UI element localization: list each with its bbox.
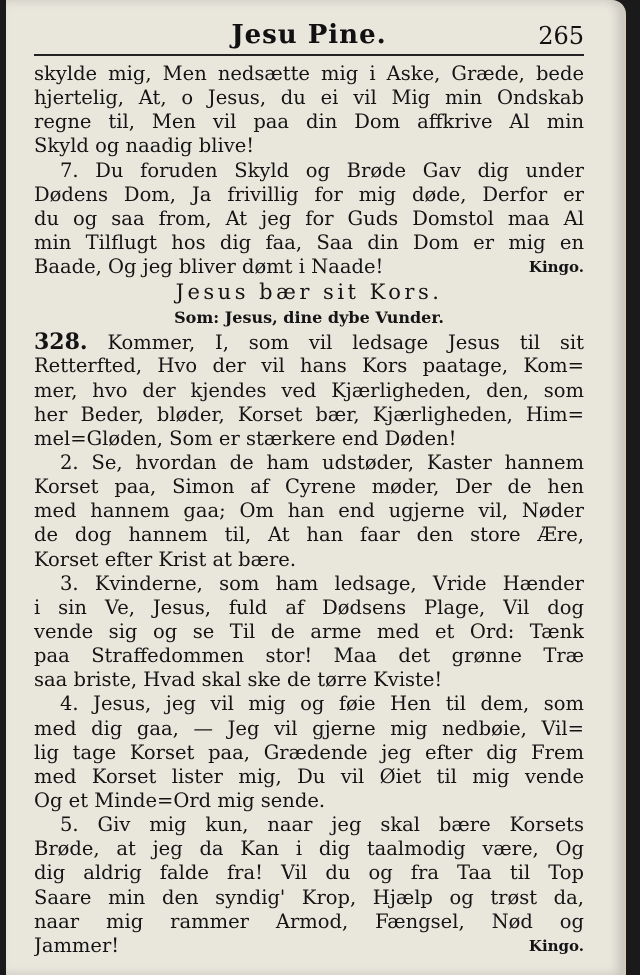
hymn-number: 328. [34,330,88,355]
hymn-title: Jesus bær sit Kors. [175,280,443,305]
text-line: i sin Ve, Jesus, fuld af Dødsens Plage, Vil dog [34,595,584,619]
text-line: min Tilflugt hos dig faa, Saa din Dom er mig en [34,230,584,254]
text-line: Korset paa, Simon af Cyrene møder, Der de hen [34,475,584,499]
verse-start-line: 2. Se, hvordan de ham udstøder, Kaster hannem [60,450,584,474]
text-line: Dødens Dom, Ja frivillig for mig døde, Derfor er [34,182,584,206]
text-line: Retterfted, Hvo der vil hans Kors paatage, Kom= [34,354,584,378]
text-line: mer, hvo der kjendes ved Kjærligheden, den, som [34,378,584,402]
page-number: 265 [538,22,584,50]
page-header [34,20,584,56]
hymn-melody: Som: Jesus, dine dybe Vunder. [174,308,444,328]
running-title: Jesu Pine. [231,20,387,50]
text-line: paa Straffedommen stor! Maa det grønne Træ [34,644,584,668]
text-line: med dig gaa, — Jeg vil gjerne mig nedbøie, Vil= [34,716,584,740]
text-line: lig tage Korset paa, Grædende jeg efter dig Frem [34,740,584,764]
text-line-with-author [34,255,584,279]
text-line: mel=Gløden, Som er stærkere end Døden! [34,426,457,450]
verse-start-line: 5. Giv mig kun, naar jeg skal bære Korsets [60,813,584,837]
text-fragment: Kommer, I, som vil ledsage Jesus til sit [107,331,584,355]
text-line-with-author [34,934,584,958]
page-body [34,62,584,958]
text-line: Saare min den syndig' Krop, Hjælp og trøst da, [34,885,584,909]
text-line: med hannem gaa; Om han end ugjerne vil, Nøder [34,499,584,523]
text-line: naar mig rammer Armod, Fængsel, Nød og [34,909,584,933]
verse-start-line: 4. Jesus, jeg vil mig og føie Hen til dem, som [60,692,584,716]
text-line: med Korset lister mig, Du vil Øiet til mig vende [34,764,584,788]
text-line: regne til, Men vil paa din Dom affkrive Al min [34,110,584,134]
text-line: skylde mig, Men nedsætte mig i Aske, Græde, bede [34,62,584,85]
hymn-author: Kingo. [528,258,584,277]
hymn-first-line [34,330,584,354]
text-line: Og et Minde=Ord mig sende. [34,788,326,812]
text-line: Brøde, at jeg da Kan i dig taalmodig være, Og [34,837,584,861]
text-line: vende sig og se Til de arme med et Ord: Tænk [34,619,584,643]
text-fragment: Jammer! [34,933,120,957]
text-line: saa briste, Hvad skal ske de tørre Kviste! [34,668,443,692]
text-line: her Beder, bløder, Korset bær, Kjærligheden, Him= [34,402,584,426]
book-page [6,0,626,975]
hymn-author: Kingo. [528,936,584,955]
text-line: hjertelig, At, o Jesus, du ei vil Mig min Ondskab [34,86,584,110]
text-line: Korset efter Krist at bære. [34,547,297,571]
text-line: de dog hannem til, At han faar den store Ære, [34,523,584,547]
text-line: Skyld og naadig blive! [34,134,255,158]
text-line: du og saa from, At jeg for Guds Domstol maa Al [34,206,584,230]
verse-start-line: 7. Du foruden Skyld og Brøde Gav dig under [60,158,584,182]
text-line: dig aldrig falde fra! Vil du og fra Taa til Top [34,861,584,885]
text-fragment: Baade, Og jeg bliver dømt i Naade! [34,255,384,279]
verse-start-line: 3. Kvinderne, som ham ledsage, Vride Hænder [60,571,584,595]
